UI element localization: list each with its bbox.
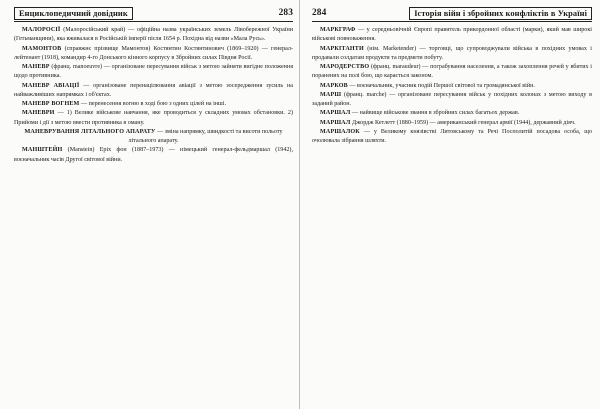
entry-headword: МАНШТЕЙН [22,147,63,154]
encyclopedia-entry [14,82,293,101]
entry-headword: МАРКІТАНТИ [320,45,364,52]
encyclopedia-entry [14,128,293,147]
entry-text: (франц. maraudeur) — пограбування населення, а також захоплення речей у вбитих і поранених на полі бою, що карається законом. [312,64,592,80]
entry-text: — у Великому князівстві Литовському та Речі Посполитій посадова особа, що очолювала зібрання шляхти. [312,128,592,144]
entry-text: Джордж Кетлетт (1880–1959) — американський генерал армії (1944), державний діяч. [351,119,576,126]
entry-text: — найвище військове звання в збройних силах багатьох держав. [351,110,520,117]
encyclopedia-entry [312,26,592,45]
entry-headword: МАНЕВР [22,64,50,70]
entry-text: — перенесення вогню в ході бою з одних цілей на інші. [81,101,226,107]
right-entries [312,26,592,146]
encyclopedia-entry [312,45,592,64]
encyclopedia-entry [14,26,293,45]
entry-text: (Малоросійський край) — офіційна назва українських земель Лівобережної України (Гетьманщини), яка вживалася в Російській імперії після 1654 р. Похідна від назви «Мала Русь». [14,27,293,43]
entry-headword: МАНЕВР АВІАЦІЇ [22,82,80,89]
encyclopedia-entry [312,63,592,82]
encyclopedia-entry [14,63,293,82]
entry-headword: МАРШ [320,91,342,98]
encyclopedia-entry [14,109,293,128]
entry-headword: МАНЕВР ВОГНЕМ [22,101,80,107]
entry-text: (Manstein) Еріх фон (1887–1973) — німецький генерал-фельдмаршал (1942), воєначальник часів Другої світової війни. [14,147,293,163]
entry-headword: МАМОНТОВ [22,45,62,52]
entry-headword: МАРКОВ [320,82,348,89]
right-page-number: 284 [312,8,327,18]
right-page [300,0,600,409]
entry-text: (франц. marche) — організоване пересування військ у похідних колонах з метою виходу в заданий район. [312,91,592,107]
encyclopedia-entry [312,91,592,110]
entry-text: (франц. manoeuvre) — організоване пересування військ з метою зайняти вигідне положення щодо противника. [14,64,293,80]
entry-headword: МАРКГРАФ [320,27,356,33]
entry-text: (нім. Marketender) — торговці, що супроводжували війська в похідних умовах і продавали солдатам продукти та предмети побуту. [312,45,592,61]
entry-text: — 1) Велике військове навчання, яке проводиться у складних умовах обстановки. 2) Прийоми і дії з метою ввести противника в оману. [14,110,293,126]
entry-text: — у середньовічній Європі правитель прикордонної області (марки), який мав широкі військові повноваження. [312,27,592,43]
entry-text: — організоване перенацілювання авіації з метою зосередження зусиль на найважливіших напрямках і об'єктах. [14,82,293,98]
encyclopedia-entry [312,82,592,91]
entry-headword: МАНЕВРИ [22,110,55,117]
encyclopedia-entry [14,45,293,64]
entry-headword: МАНЕВРУВАННЯ ЛІТАЛЬНОГО АПАРАТУ [24,128,156,135]
entry-text: (справжнє прізвище Мамонтов) Костянтин Костянтинович (1869–1920) — генерал-лейтенант (1918), командир 4-го Донського кінного корпусу в Збройних силах Півдня Росії. [14,45,294,61]
encyclopedia-entry [14,146,293,165]
encyclopedia-entry [312,128,592,147]
left-page-number: 283 [278,8,293,18]
right-running-header [312,7,592,22]
entry-text: — зміна напрямку, швидкості та висоти польоту літального апарату. [128,128,283,144]
encyclopedia-entry [14,100,293,109]
entry-text: — воєначальник, учасник подій Першої світової та громадянської війн. [349,82,535,89]
entry-headword: МАРШАЛ [320,110,351,117]
right-header-title: Історія війн і збройних конфліктів в Україні [409,7,592,20]
left-entries [14,26,293,165]
entry-headword: МАРШАЛОК [320,128,360,135]
encyclopedia-entry [312,119,592,128]
entry-headword: МАЛОРОСІЇ [22,27,61,33]
entry-headword: МАРШАЛ [320,119,351,126]
left-header-title: Енциклопедичний довідник [14,7,133,20]
left-running-header [14,7,293,22]
encyclopedia-entry [312,109,592,118]
entry-headword: МАРОДЕРСТВО [320,64,370,70]
